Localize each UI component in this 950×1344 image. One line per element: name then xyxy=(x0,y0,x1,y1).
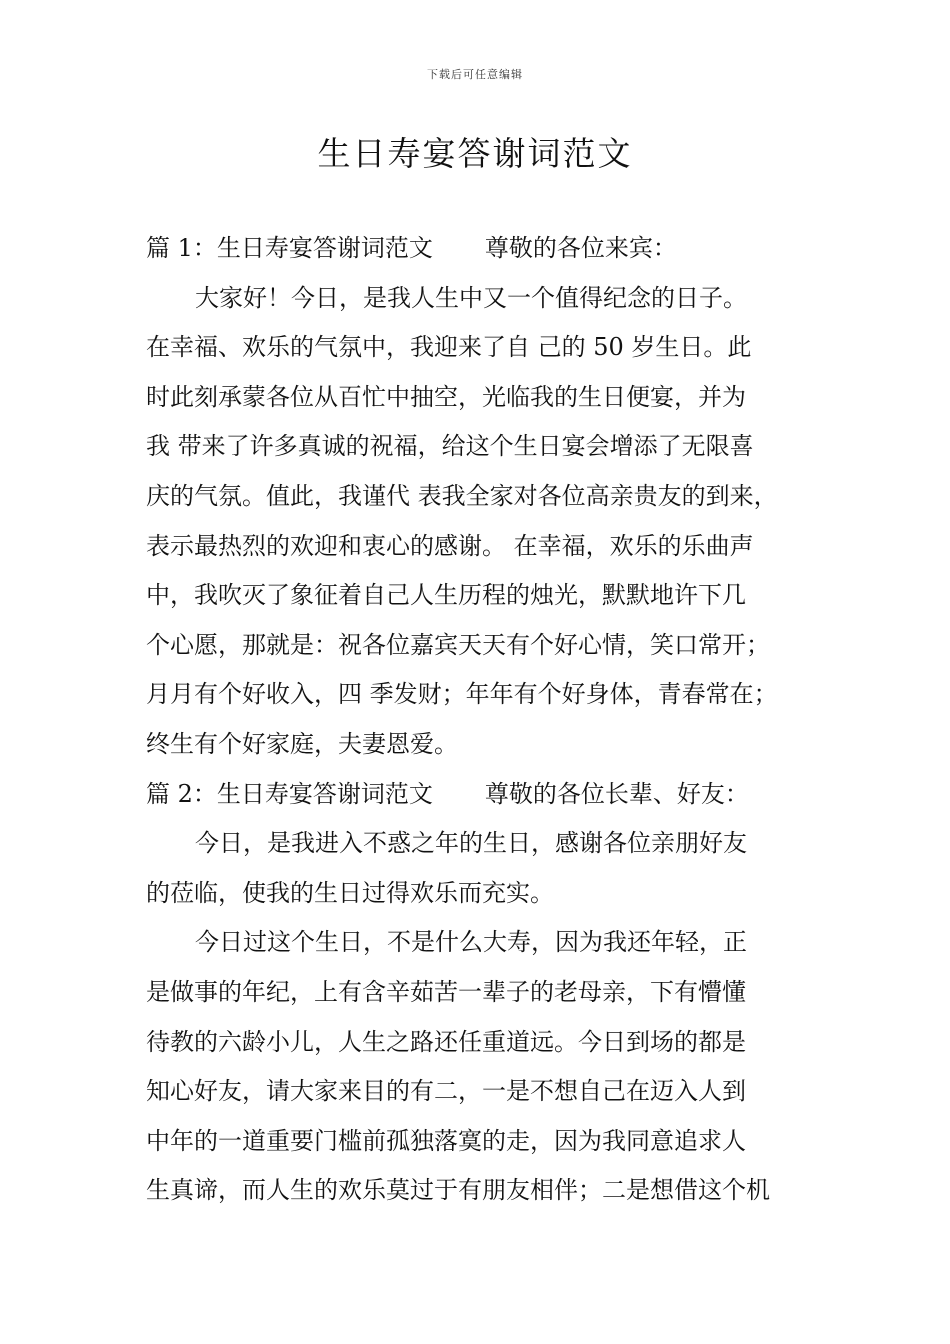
text-line: 时此刻承蒙各位从百忙中抽空，光临我的生日便宴，并为 xyxy=(146,382,746,411)
text-line: 月月有个好收入，四 季发财；年年有个好身体，青春常在； xyxy=(146,680,778,709)
text-line: 今日过这个生日，不是什么大寿，因为我还年轻，正 xyxy=(195,928,747,957)
text-line: 庆的气氛。值此，我谨代 表我全家对各位高亲贵友的到来， xyxy=(146,481,778,510)
document-title: 生日寿宴答谢词范文 xyxy=(317,134,633,173)
section-title: 篇 2：生日寿宴答谢词范文 xyxy=(146,779,433,808)
text-line: 待教的六龄小儿，人生之路还任重道远。今日到场的都是 xyxy=(146,1027,746,1056)
text-line: 我 带来了许多真诚的祝福，给这个生日宴会增添了无限喜 xyxy=(146,432,754,461)
text-line: 是做事的年纪，上有含辛茹苦一辈子的老母亲，下有懵懂 xyxy=(146,977,746,1006)
text-line: 终生有个好家庭，夫妻恩爱。 xyxy=(146,729,458,758)
section-heading xyxy=(146,224,814,274)
text-line: 生真谛，而人生的欢乐莫过于有朋友相伴；二是想借这个机 xyxy=(146,1176,770,1205)
document-body xyxy=(146,224,814,1216)
text-line: 知心好友，请大家来目的有二，一是不想自己在迈入人到 xyxy=(146,1077,746,1106)
text-line: 大家好！今日，是我人生中又一个值得纪念的日子。 xyxy=(195,283,747,312)
text-line: 中，我吹灭了象征着自己人生历程的烛光，默默地许下几 xyxy=(146,581,746,610)
section-heading xyxy=(146,770,814,820)
text-line: 中年的一道重要门槛前孤独落寞的走，因为我同意追求人 xyxy=(146,1126,746,1155)
text-line: 在幸福、欢乐的气氛中，我迎来了自 己的 50 岁生日。此 xyxy=(146,333,752,362)
salutation: 尊敬的各位来宾： xyxy=(484,234,677,262)
salutation: 尊敬的各位长辈、好友： xyxy=(484,779,749,808)
text-line: 个心愿，那就是：祝各位嘉宾天天有个好心情，笑口常开； xyxy=(146,630,770,659)
header-note: 下载后可任意编辑 xyxy=(427,68,523,81)
text-line: 表示最热烈的欢迎和衷心的感谢。 在幸福，欢乐的乐曲声 xyxy=(146,531,754,560)
section-title: 篇 1：生日寿宴答谢词范文 xyxy=(146,234,433,262)
text-line: 的莅临，使我的生日过得欢乐而充实。 xyxy=(146,878,554,907)
text-line: 今日，是我进入不惑之年的生日，感谢各位亲朋好友 xyxy=(195,829,747,858)
